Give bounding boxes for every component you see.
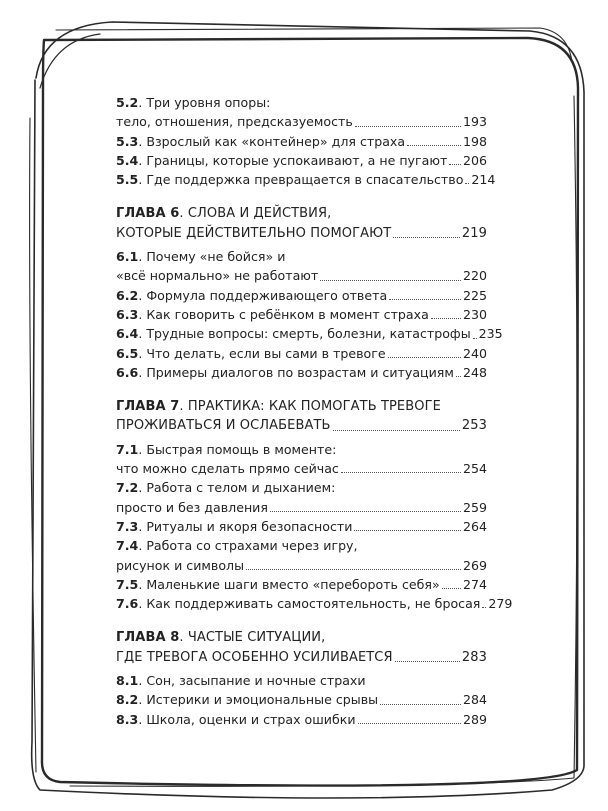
dot-leader	[393, 237, 460, 238]
toc-title: рисунок и символы	[116, 557, 245, 573]
dot-leader	[355, 126, 461, 127]
toc-section[interactable]	[116, 594, 513, 613]
dot-leader	[270, 511, 461, 512]
toc-line	[116, 286, 487, 305]
toc-title: Ритуалы и якоря безопасности	[146, 518, 353, 534]
toc-title: Три уровня опоры:	[146, 95, 271, 110]
toc-page-number: 289	[462, 711, 487, 727]
toc-number-separator: .	[138, 133, 147, 149]
toc-number: 6.2	[116, 287, 139, 303]
toc-title: Формула поддерживающего ответа	[146, 287, 388, 303]
toc-section[interactable]	[116, 671, 487, 690]
toc-title: Быстрая помощь в моменте:	[146, 441, 337, 457]
dot-leader	[333, 430, 460, 431]
toc-page-number: 248	[462, 364, 487, 380]
dot-leader	[482, 607, 486, 608]
toc-line	[116, 690, 487, 709]
toc-line	[116, 266, 487, 285]
dot-leader	[449, 164, 461, 165]
toc-line	[116, 517, 487, 536]
toc-title: ЧАСТЫЕ СИТУАЦИИ,	[187, 630, 326, 646]
toc-line	[116, 556, 487, 575]
toc-line	[116, 498, 487, 517]
toc-section[interactable]	[116, 478, 487, 517]
toc-number: 5.2	[116, 95, 139, 110]
toc-line	[116, 324, 503, 343]
dot-leader	[431, 318, 461, 319]
toc-line	[116, 151, 487, 170]
toc-title: Примеры диалогов по возрастам и ситуациям	[146, 364, 454, 380]
toc-line	[116, 416, 487, 435]
toc-section[interactable]	[116, 324, 503, 343]
toc-number-separator: .	[138, 673, 147, 689]
toc-number-separator: .	[138, 345, 147, 361]
toc-number: 8.1	[116, 673, 139, 689]
toc-title: Где поддержка превращается в спасательство	[146, 172, 464, 188]
toc-line	[116, 93, 487, 112]
toc-page-number: 279	[488, 596, 513, 612]
toc-line	[116, 478, 487, 497]
toc-number-separator: .	[138, 172, 147, 188]
dot-leader	[456, 376, 461, 377]
toc-section[interactable]	[116, 247, 487, 286]
toc-page-number: 219	[461, 225, 487, 241]
toc-number: ГЛАВА 7	[116, 399, 180, 415]
toc-number: 7.3	[116, 518, 139, 534]
toc-line	[116, 397, 487, 416]
toc-number-separator: .	[138, 538, 147, 554]
toc-section[interactable]	[116, 132, 487, 151]
toc-title: Работа с телом и дыханием:	[146, 480, 336, 496]
toc-line	[116, 440, 487, 459]
toc-section[interactable]	[116, 344, 487, 363]
toc-number-separator: .	[138, 326, 147, 342]
toc-chapter[interactable]	[116, 628, 487, 667]
toc-number: 5.4	[116, 152, 139, 168]
table-of-contents	[116, 93, 513, 729]
dot-leader	[358, 723, 461, 724]
dot-leader	[388, 357, 461, 358]
dot-leader	[473, 338, 477, 339]
toc-number: 6.6	[116, 364, 139, 380]
toc-title: «всё нормально» не работают	[116, 268, 319, 284]
toc-number-separator: .	[138, 480, 147, 496]
dot-leader	[407, 145, 461, 146]
toc-line	[116, 170, 496, 189]
toc-line	[116, 224, 487, 243]
toc-number: 5.3	[116, 133, 139, 149]
toc-chapter[interactable]	[116, 397, 487, 436]
toc-line	[116, 344, 487, 363]
toc-number: 7.2	[116, 480, 139, 496]
toc-number-separator: .	[138, 576, 147, 592]
toc-section[interactable]	[116, 170, 496, 189]
toc-line	[116, 132, 487, 151]
toc-section[interactable]	[116, 517, 487, 536]
toc-title: Школа, оценки и страх ошибки	[146, 711, 356, 727]
toc-title: просто и без давления	[116, 499, 268, 515]
toc-title: ПРАКТИКА: КАК ПОМОГАТЬ ТРЕВОГЕ	[187, 399, 441, 415]
toc-number-separator: .	[138, 306, 147, 322]
toc-line	[116, 363, 487, 382]
toc-page-number: 264	[462, 518, 487, 534]
toc-section[interactable]	[116, 536, 487, 575]
toc-title: Трудные вопросы: смерть, болезни, катастрофы	[146, 326, 471, 342]
toc-page-number: 283	[461, 649, 487, 665]
dot-leader	[389, 299, 461, 300]
toc-section[interactable]	[116, 363, 487, 382]
toc-title: Почему «не бойся» и	[146, 249, 286, 265]
toc-title: ПРОЖИВАТЬСЯ И ОСЛАБЕВАТЬ	[116, 418, 331, 434]
toc-number-separator: .	[138, 441, 147, 457]
toc-page-number: 240	[462, 345, 487, 361]
toc-title: Истерики и эмоциональные срывы	[146, 692, 379, 708]
toc-line	[116, 305, 487, 324]
toc-number: 6.4	[116, 326, 139, 342]
toc-page-number: 230	[462, 306, 487, 322]
toc-line	[116, 628, 487, 647]
toc-number-separator: .	[179, 630, 188, 646]
toc-line	[116, 671, 487, 690]
toc-title: Границы, которые успокаивают, а не пугают	[146, 152, 448, 168]
toc-number: 7.1	[116, 441, 139, 457]
toc-page-number: 269	[462, 557, 487, 573]
toc-title: Взрослый как «контейнер» для страха	[146, 133, 406, 149]
toc-number: 8.2	[116, 692, 139, 708]
toc-title: тело, отношения, предсказуемость	[116, 114, 353, 130]
toc-number-separator: .	[179, 206, 188, 222]
toc-line	[116, 112, 487, 131]
toc-section[interactable]	[116, 710, 487, 729]
toc-number: 6.5	[116, 345, 139, 361]
toc-title: Как говорить с ребёнком в момент страха	[146, 306, 429, 322]
toc-title: КОТОРЫЕ ДЕЙСТВИТЕЛЬНО ПОМОГАЮТ	[116, 225, 392, 241]
toc-line	[116, 204, 487, 223]
toc-number: 7.6	[116, 596, 139, 612]
toc-number: ГЛАВА 8	[116, 630, 180, 646]
toc-title: Сон, засыпание и ночные страхи	[146, 673, 366, 689]
toc-line	[116, 247, 487, 266]
toc-number: 8.3	[116, 711, 139, 727]
toc-chapter[interactable]	[116, 204, 487, 243]
dot-leader	[320, 280, 461, 281]
toc-section[interactable]	[116, 93, 487, 132]
toc-title: Как поддерживать самостоятельность, не бросая	[146, 596, 481, 612]
toc-page-number: 206	[462, 152, 487, 168]
toc-line	[116, 648, 487, 667]
toc-number-separator: .	[138, 364, 147, 380]
toc-section[interactable]	[116, 305, 487, 324]
dot-leader	[465, 183, 469, 184]
toc-title: СЛОВА И ДЕЙСТВИЯ,	[187, 206, 332, 222]
toc-section[interactable]	[116, 286, 487, 305]
toc-number: ГЛАВА 6	[116, 206, 180, 222]
toc-number: 7.5	[116, 576, 139, 592]
toc-page-number: 274	[462, 576, 487, 592]
toc-page-number: 259	[462, 499, 487, 515]
toc-page-number: 253	[461, 418, 487, 434]
toc-number-separator: .	[179, 399, 188, 415]
toc-number-separator: .	[138, 711, 147, 727]
toc-section[interactable]	[116, 690, 487, 709]
toc-number: 7.4	[116, 538, 139, 554]
toc-number: 6.1	[116, 249, 139, 265]
toc-page-number: 254	[462, 461, 487, 477]
dot-leader	[354, 530, 461, 531]
toc-line	[116, 459, 487, 478]
toc-section[interactable]	[116, 151, 487, 170]
toc-title: Маленькие шаги вместо «перебороть себя»	[146, 576, 440, 592]
toc-page-number: 284	[462, 692, 487, 708]
dot-leader	[380, 704, 461, 705]
toc-number-separator: .	[138, 249, 147, 265]
toc-page-number: 193	[462, 114, 487, 130]
toc-page-number: 198	[462, 133, 487, 149]
toc-line	[116, 594, 513, 613]
toc-number-separator: .	[138, 692, 147, 708]
toc-title: Работа со страхами через игру,	[146, 538, 358, 554]
toc-page-number: 220	[462, 268, 487, 284]
toc-line	[116, 710, 487, 729]
toc-number: 5.5	[116, 172, 139, 188]
dot-leader	[341, 472, 461, 473]
toc-number-separator: .	[138, 287, 147, 303]
toc-number: 6.3	[116, 306, 139, 322]
dot-leader	[395, 661, 460, 662]
toc-line	[116, 536, 487, 555]
toc-number-separator: .	[138, 152, 147, 168]
toc-title: что можно сделать прямо сейчас	[116, 461, 339, 477]
toc-page-number: 214	[471, 172, 496, 188]
dot-leader	[442, 588, 461, 589]
toc-section[interactable]	[116, 440, 487, 479]
toc-page-number: 235	[478, 326, 503, 342]
toc-title: ГДЕ ТРЕВОГА ОСОБЕННО УСИЛИВАЕТСЯ	[116, 649, 393, 665]
toc-number-separator: .	[138, 518, 147, 534]
toc-section[interactable]	[116, 575, 487, 594]
toc-title: Что делать, если вы сами в тревоге	[146, 345, 386, 361]
toc-number-separator: .	[138, 596, 147, 612]
toc-page-number: 225	[462, 287, 487, 303]
toc-number-separator: .	[138, 95, 147, 110]
toc-line	[116, 575, 487, 594]
dot-leader	[246, 569, 461, 570]
